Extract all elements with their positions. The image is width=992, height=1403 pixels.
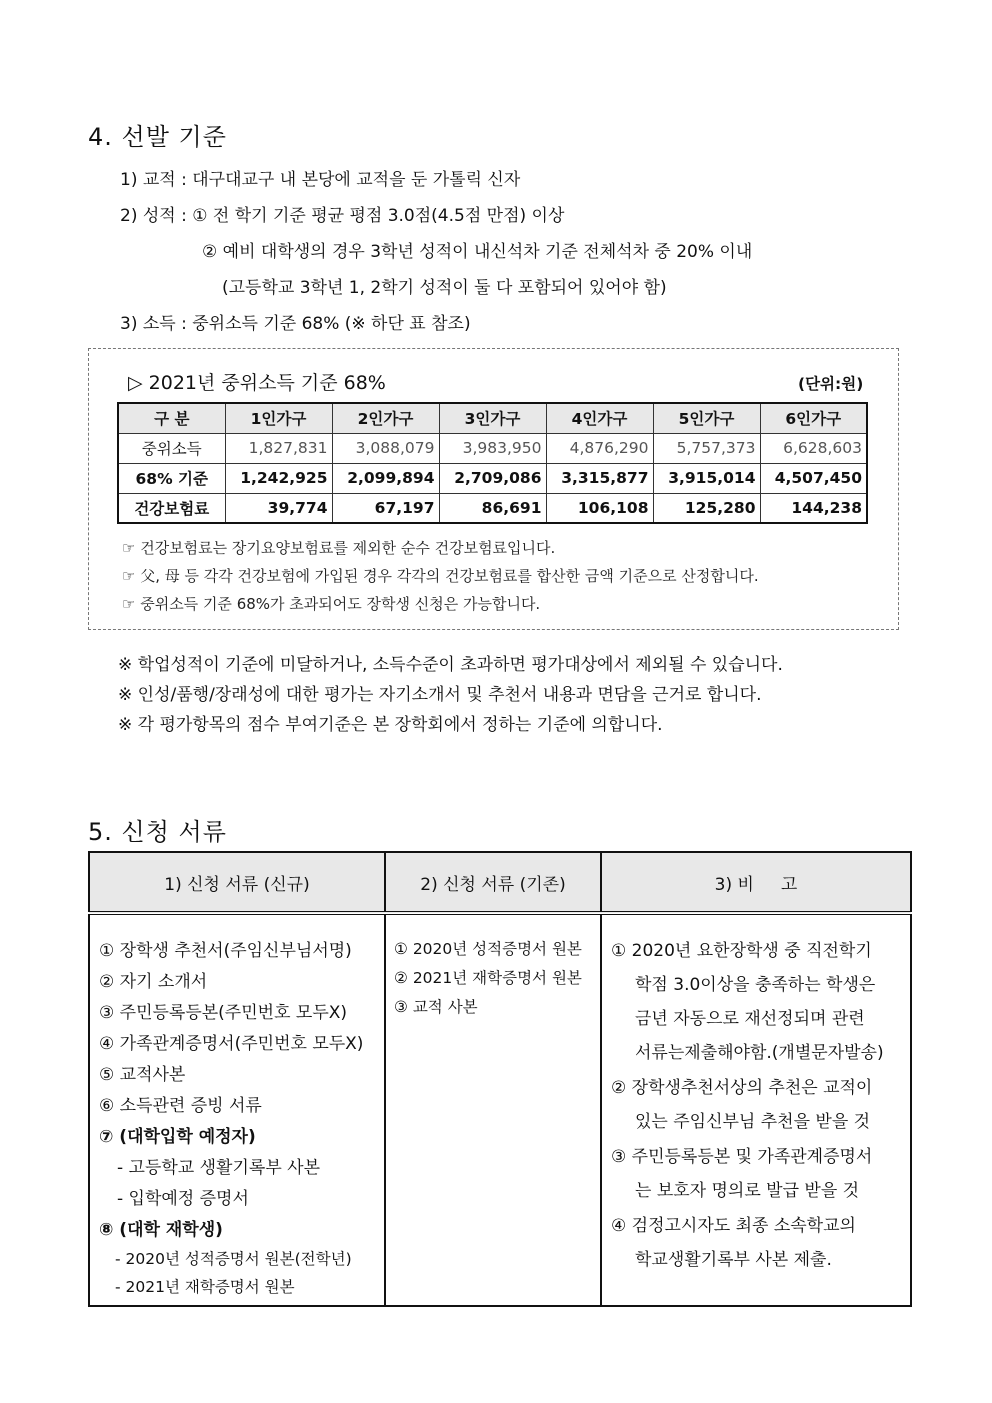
col2-cell <box>385 913 601 1306</box>
header-cell: 2인가구 <box>332 403 439 433</box>
header-cell: 구 분 <box>118 403 225 433</box>
table-cell: 1,827,831 <box>225 433 332 463</box>
list-item: ② 장학생추천서상의 추천은 교적이 <box>611 1078 873 1098</box>
income-box-title: ▷ 2021년 중위소득 기준 68% <box>128 372 386 394</box>
table-cell: 4,507,450 <box>760 463 867 493</box>
list-item: - 2021년 재학증명서 원본 <box>115 1278 295 1296</box>
row-label: 건강보험료 <box>118 493 225 523</box>
list-item: ③ 주민등록등본(주민번호 모두X) <box>99 1003 348 1023</box>
header-cell: 6인가구 <box>760 403 867 433</box>
header-cell: 5인가구 <box>653 403 760 433</box>
table-cell: 5,757,373 <box>653 433 760 463</box>
table-cell: 1,242,925 <box>225 463 332 493</box>
list-item: 있는 주임신부님 추천을 받을 것 <box>635 1112 871 1132</box>
list-item: ① 장학생 추천서(주임신부님서명) <box>99 941 352 961</box>
table-cell: 39,774 <box>225 493 332 523</box>
list-item: 학교생활기록부 사본 제출. <box>635 1250 832 1270</box>
table-cell: 3,983,950 <box>439 433 546 463</box>
list-item: ⑥ 소득관련 증빙 서류 <box>99 1096 262 1116</box>
list-item: 는 보호자 명의로 발급 받을 것 <box>635 1181 860 1201</box>
section5-title: 5. 신청 서류 <box>88 818 227 846</box>
table-row <box>118 433 867 463</box>
header-cell: 3인가구 <box>439 403 546 433</box>
remark-line: ※ 각 평가항목의 점수 부여기준은 본 장학회에서 정하는 기준에 의합니다. <box>118 715 663 735</box>
list-item: 금년 자동으로 재선정되며 관련 <box>635 1009 865 1029</box>
col1-header: 1) 신청 서류 (신규) <box>89 852 385 913</box>
list-item: ⑧ (대학 재학생) <box>99 1220 223 1240</box>
criteria-line-grade-note: (고등학교 3학년 1, 2학기 성적이 둘 다 포함되어 있어야 함) <box>222 278 667 298</box>
income-box-unit: (단위:원) <box>798 375 864 393</box>
income-table <box>117 402 868 524</box>
list-item: 서류는제출해야함.(개별문자발송) <box>635 1043 884 1063</box>
table-row <box>118 463 867 493</box>
list-item: - 고등학교 생활기록부 사본 <box>117 1158 320 1178</box>
list-item: ① 2020년 성적증명서 원본 <box>394 940 582 958</box>
criteria-line-grade-2: ② 예비 대학생의 경우 3학년 성적이 내신석차 기준 전체석차 중 20% 이내 <box>202 242 753 262</box>
table-cell: 3,315,877 <box>546 463 653 493</box>
criteria-line-income: 3) 소득 : 중위소득 기준 68% (※ 하단 표 참조) <box>120 314 471 334</box>
remark-line: ※ 학업성적이 기준에 미달하거나, 소득수준이 초과하면 평가대상에서 제외될 수 있습니다. <box>118 655 783 675</box>
table-row <box>118 493 867 523</box>
list-item: ① 2020년 요한장학생 중 직전학기 <box>611 941 872 961</box>
list-item: ② 2021년 재학증명서 원본 <box>394 969 582 987</box>
header-cell: 4인가구 <box>546 403 653 433</box>
col2-header: 2) 신청 서류 (기존) <box>385 852 601 913</box>
table-cell: 3,915,014 <box>653 463 760 493</box>
list-item: ⑦ (대학입학 예정자) <box>99 1127 256 1147</box>
table-cell: 4,876,290 <box>546 433 653 463</box>
list-item: ④ 가족관계증명서(주민번호 모두X) <box>99 1034 364 1054</box>
list-item: - 2020년 성적증명서 원본(전학년) <box>115 1250 352 1268</box>
table-cell: 144,238 <box>760 493 867 523</box>
col3-header: 3) 비 고 <box>601 852 911 913</box>
documents-table <box>88 851 912 1307</box>
col3-cell <box>601 913 911 1306</box>
income-note: ☞ 건강보험료는 장기요양보험료를 제외한 순수 건강보험료입니다. <box>122 539 556 557</box>
list-item: ⑤ 교적사본 <box>99 1065 186 1085</box>
income-note: ☞ 父, 母 등 각각 건강보험에 가입된 경우 각각의 건강보험료를 합산한 금액 기준으로 산정합니다. <box>122 567 759 585</box>
criteria-line-faith: 1) 교적 : 대구대교구 내 본당에 교적을 둔 가톨릭 신자 <box>120 170 521 190</box>
row-label: 68% 기준 <box>118 463 225 493</box>
col1-cell <box>89 913 385 1306</box>
list-item: ③ 주민등록등본 및 가족관계증명서 <box>611 1147 873 1167</box>
income-note: ☞ 중위소득 기준 68%가 초과되어도 장학생 신청은 가능합니다. <box>122 595 541 613</box>
table-cell: 2,099,894 <box>332 463 439 493</box>
table-cell: 2,709,086 <box>439 463 546 493</box>
table-cell: 86,691 <box>439 493 546 523</box>
list-item: ③ 교적 사본 <box>394 998 478 1016</box>
remark-line: ※ 인성/품행/장래성에 대한 평가는 자기소개서 및 추천서 내용과 면담을 근거로 합니다. <box>118 685 762 705</box>
list-item: 학점 3.0이상을 충족하는 학생은 <box>635 975 876 995</box>
income-table-header <box>118 403 867 433</box>
table-cell: 67,197 <box>332 493 439 523</box>
header-cell: 1인가구 <box>225 403 332 433</box>
table-cell: 125,280 <box>653 493 760 523</box>
row-label: 중위소득 <box>118 433 225 463</box>
criteria-line-grade: 2) 성적 : ① 전 학기 기준 평균 평점 3.0점(4.5점 만점) 이상 <box>120 206 565 226</box>
list-item: ② 자기 소개서 <box>99 972 208 992</box>
section4-title: 4. 선발 기준 <box>88 123 227 151</box>
list-item: - 입학예정 증명서 <box>117 1189 249 1209</box>
table-cell: 6,628,603 <box>760 433 867 463</box>
list-item: ④ 검정고시자도 최종 소속학교의 <box>611 1216 856 1236</box>
table-cell: 3,088,079 <box>332 433 439 463</box>
table-cell: 106,108 <box>546 493 653 523</box>
